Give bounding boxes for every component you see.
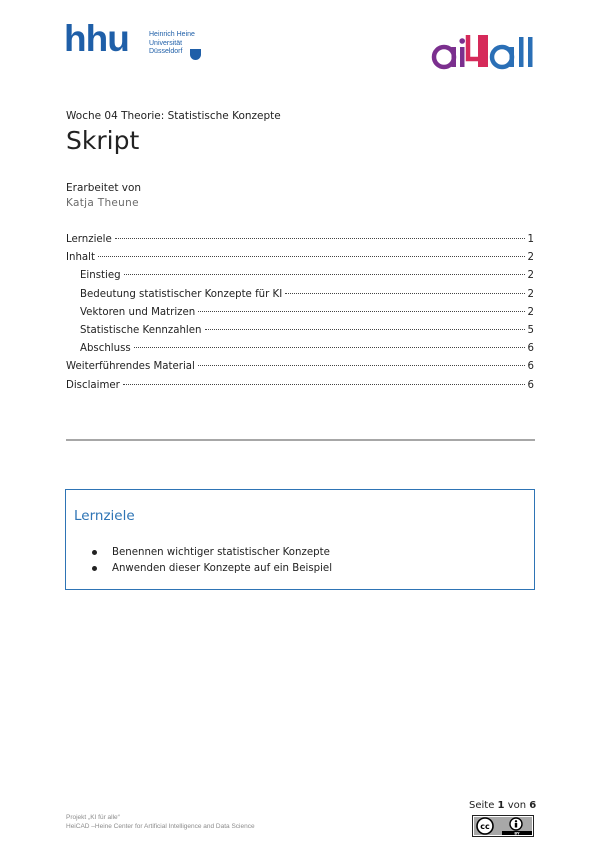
table-of-contents (66, 234, 534, 398)
toc-entry-page: 1 (527, 234, 534, 245)
toc-entry-label: Lernziele (66, 234, 112, 245)
toc-entry-label: Statistische Kennzahlen (80, 324, 202, 336)
page-number (469, 800, 536, 811)
hhu-logo-line: Universität (149, 39, 183, 47)
learning-goals-list (92, 544, 332, 576)
toc-entry-page: 6 (527, 379, 534, 391)
list-item (92, 560, 332, 576)
footer-center-line: HeiCAD –Heine Center for Artificial Intelligence and Data Science (66, 822, 255, 830)
footer-project-info (66, 814, 255, 831)
page-total: 6 (529, 800, 537, 811)
list-item-text: Anwenden dieser Konzepte auf ein Beispiel (112, 562, 333, 574)
toc-entry-page: 6 (527, 343, 534, 355)
hhu-logo-line: Düsseldorf (149, 48, 183, 55)
toc-entry[interactable] (66, 252, 534, 270)
svg-text:cc: cc (480, 822, 490, 831)
footer-project-line: Projekt „KI für alle“ (66, 814, 120, 821)
toc-entry-label: Disclaimer (66, 379, 120, 391)
toc-entry[interactable] (66, 325, 534, 343)
ai4all-logo (430, 31, 542, 71)
toc-entry-label: Weiterführendes Material (66, 361, 195, 373)
page-prefix: Seite (469, 800, 495, 811)
toc-entry-label: Bedeutung statistischer Konzepte für KI (80, 288, 283, 300)
toc-entry-label: Vektoren und Matrizen (80, 306, 196, 318)
page-current: 1 (497, 800, 505, 811)
hhu-logo-line: Heinrich Heine (149, 31, 195, 38)
toc-entry[interactable] (66, 270, 534, 288)
bullet-icon (92, 550, 97, 555)
toc-entry-page: 6 (527, 361, 534, 373)
toc-entry-page: 5 (527, 324, 534, 336)
cc-by-license-icon (472, 815, 534, 837)
learning-goals-box (65, 489, 535, 590)
page-separator: von (507, 800, 527, 811)
list-item (92, 544, 332, 560)
toc-entry-page: 2 (527, 306, 534, 318)
toc-entry[interactable] (66, 289, 534, 307)
section-divider (66, 439, 535, 441)
toc-entry-page: 2 (527, 288, 534, 300)
toc-entry[interactable] (66, 343, 534, 361)
list-item-text: Benennen wichtiger statistischer Konzepte (112, 546, 330, 558)
toc-entry-label: Inhalt (66, 252, 95, 264)
prepared-by-label: Erarbeitet von (66, 182, 142, 194)
hhu-logo-text (149, 31, 195, 57)
toc-entry[interactable] (66, 380, 534, 398)
toc-entry[interactable] (66, 307, 534, 325)
toc-entry[interactable] (66, 361, 534, 379)
hhu-logo-wordmark: hhu (64, 18, 129, 59)
toc-entry-page: 2 (527, 252, 534, 264)
toc-entry[interactable] (66, 234, 534, 252)
license-label: BY (514, 831, 520, 836)
page-title: Skript (66, 126, 140, 155)
week-line: Woche 04 Theorie: Statistische Konzepte (66, 110, 281, 122)
author-name: Katja Theune (66, 197, 139, 209)
toc-entry-page: 2 (527, 270, 534, 282)
learning-goals-title: Lernziele (74, 508, 135, 524)
bullet-icon (92, 566, 97, 571)
toc-entry-label: Abschluss (80, 343, 131, 355)
toc-entry-label: Einstieg (80, 270, 121, 282)
